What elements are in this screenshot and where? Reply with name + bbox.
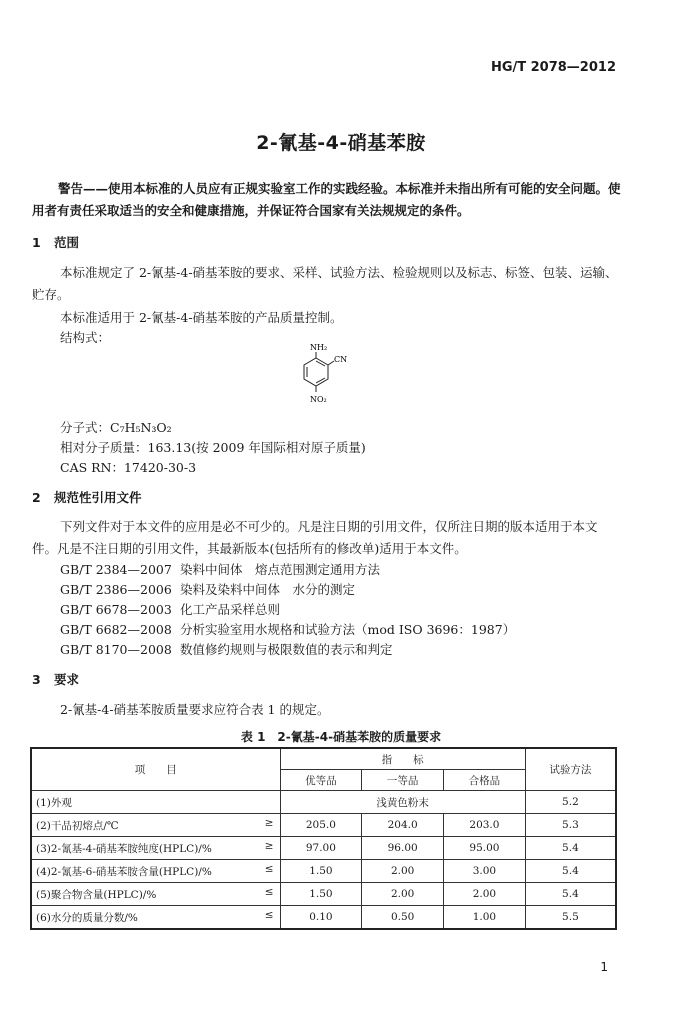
row-value: 96.00 xyxy=(362,837,444,860)
cyano-group-label: CN xyxy=(334,355,348,364)
row-item: (2)干品初熔点/℃ xyxy=(36,819,119,832)
row-item: (6)水分的质量分数/% xyxy=(36,911,138,924)
structural-formula xyxy=(296,340,356,410)
row-value: 95.00 xyxy=(444,837,526,860)
row-method: 5.5 xyxy=(525,906,616,930)
header-index: 指 标 xyxy=(280,748,525,770)
table-row xyxy=(31,860,616,883)
reference-code: GB/T 2386—2006 xyxy=(60,582,172,597)
row-value: 204.0 xyxy=(362,814,444,837)
row-value: 205.0 xyxy=(280,814,362,837)
table-caption: 表 1 2-氰基-4-硝基苯胺的质量要求 xyxy=(240,730,442,744)
row-item-cell xyxy=(31,837,280,860)
row-method: 5.4 xyxy=(525,860,616,883)
row-method: 5.4 xyxy=(525,883,616,906)
row-value: 1.00 xyxy=(444,906,526,930)
row-value: 2.00 xyxy=(362,883,444,906)
row-item: (4)2-氰基-6-硝基苯胺含量(HPLC)/% xyxy=(36,865,212,878)
structure-label: 结构式： xyxy=(60,330,111,345)
standard-code: HG/T 2078—2012 xyxy=(490,60,616,75)
row-symbol: ≥ xyxy=(264,840,274,852)
row-item-cell xyxy=(31,906,280,930)
row-item: (1)外观 xyxy=(31,791,280,814)
row-item: (3)2-氰基-4-硝基苯胺纯度(HPLC)/% xyxy=(36,842,212,855)
reference-item xyxy=(60,580,355,598)
amino-group-label: NH₂ xyxy=(310,343,328,352)
table-row xyxy=(31,791,616,814)
reference-item xyxy=(60,620,515,638)
scope-paragraph-1 xyxy=(32,262,622,306)
row-method: 5.2 xyxy=(525,791,616,814)
row-symbol: ≤ xyxy=(264,863,274,875)
row-value: 1.50 xyxy=(280,860,362,883)
header-grade: 一等品 xyxy=(362,770,444,791)
row-value-span: 浅黄色粉末 xyxy=(280,791,525,814)
header-method: 试验方法 xyxy=(525,748,616,791)
row-value: 0.50 xyxy=(362,906,444,930)
requirements-paragraph: 2-氰基-4-硝基苯胺质量要求应符合表 1 的规定。 xyxy=(60,702,330,717)
reference-item xyxy=(60,640,393,658)
reference-code: GB/T 6682—2008 xyxy=(60,622,172,637)
quality-requirements-table xyxy=(30,747,617,930)
page-number: 1 xyxy=(600,960,608,974)
references-intro-text: 下列文件对于本文件的应用是必不可少的。凡是注日期的引用文件，仅所注日期的版本适用于本文件。凡是不注日期的引用文件，其最新版本(包括所有的修改单)适用于本文件。 xyxy=(32,519,598,556)
row-symbol: ≤ xyxy=(264,886,274,898)
row-item-cell xyxy=(31,860,280,883)
row-value: 97.00 xyxy=(280,837,362,860)
reference-code: GB/T 2384—2007 xyxy=(60,562,172,577)
section-title: 要求 xyxy=(54,672,80,687)
molecular-mass: 相对分子质量：163.13(按 2009 年国际相对原子质量) xyxy=(60,440,366,455)
row-value: 3.00 xyxy=(444,860,526,883)
section-number: 3 xyxy=(32,672,41,687)
section-1-heading xyxy=(32,233,79,251)
references-intro xyxy=(32,516,622,560)
table-row xyxy=(31,883,616,906)
reference-code: GB/T 8170—2008 xyxy=(60,642,172,657)
row-method: 5.4 xyxy=(525,837,616,860)
warning-text: 警告——使用本标准的人员应有正规实验室工作的实践经验。本标准并未指出所有可能的安全问题。使用者有责任采取适当的安全和健康措施，并保证符合国家有关法规规定的条件。 xyxy=(32,181,621,218)
row-value: 2.00 xyxy=(444,883,526,906)
reference-title: 数值修约规则与极限数值的表示和判定 xyxy=(180,642,393,657)
section-number: 1 xyxy=(32,235,41,250)
section-title: 范围 xyxy=(54,235,80,250)
section-2-heading xyxy=(32,488,142,506)
document-title: 2-氰基-4-硝基苯胺 xyxy=(256,132,426,154)
reference-item xyxy=(60,560,380,578)
header-grade: 合格品 xyxy=(444,770,526,791)
header-grade: 优等品 xyxy=(280,770,362,791)
reference-title: 分析实验室用水规格和试验方法（mod ISO 3696：1987） xyxy=(180,622,516,637)
table-row xyxy=(31,814,616,837)
reference-title: 化工产品采样总则 xyxy=(180,602,281,617)
row-symbol: ≤ xyxy=(264,909,274,921)
row-item-cell xyxy=(31,883,280,906)
cas-number: CAS RN：17420-30-3 xyxy=(60,460,197,475)
section-number: 2 xyxy=(32,490,41,505)
table-row xyxy=(31,837,616,860)
reference-title: 染料及染料中间体 水分的测定 xyxy=(180,582,356,597)
row-value: 2.00 xyxy=(362,860,444,883)
header-item: 项 目 xyxy=(31,748,280,791)
reference-code: GB/T 6678—2003 xyxy=(60,602,172,617)
molecular-formula: 分子式：C₇H₅N₃O₂ xyxy=(60,420,172,435)
row-symbol: ≥ xyxy=(264,817,274,829)
table-header-row xyxy=(31,748,616,770)
row-value: 1.50 xyxy=(280,883,362,906)
scope-text-1: 本标准规定了 2-氰基-4-硝基苯胺的要求、采样、试验方法、检验规则以及标志、标签、包装、运输、贮存。 xyxy=(32,265,618,302)
row-item-cell xyxy=(31,814,280,837)
section-3-heading xyxy=(32,670,79,688)
row-value: 203.0 xyxy=(444,814,526,837)
table-row xyxy=(31,906,616,930)
benzene-ring-diagram xyxy=(296,340,356,410)
warning-paragraph xyxy=(32,178,622,222)
section-title: 规范性引用文件 xyxy=(54,490,142,505)
row-method: 5.3 xyxy=(525,814,616,837)
nitro-group-label: NO₂ xyxy=(310,395,327,404)
reference-item xyxy=(60,600,280,618)
row-value: 0.10 xyxy=(280,906,362,930)
scope-paragraph-2: 本标准适用于 2-氰基-4-硝基苯胺的产品质量控制。 xyxy=(60,310,343,325)
row-item: (5)聚合物含量(HPLC)/% xyxy=(36,888,157,901)
reference-title: 染料中间体 熔点范围测定通用方法 xyxy=(180,562,381,577)
